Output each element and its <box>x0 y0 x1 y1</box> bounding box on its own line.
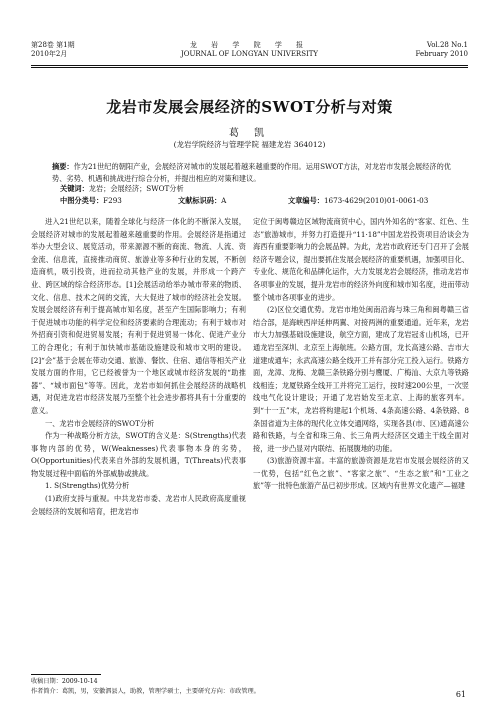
clc-label: 中图分类号： <box>60 196 104 205</box>
header-journal-en: JOURNAL OF LONGYAN UNIVERSITY <box>180 50 319 58</box>
keywords-label: 关键词： <box>60 184 89 193</box>
header-date: 2010年2月 <box>31 50 68 58</box>
left-column <box>31 216 246 518</box>
footnote-rule <box>31 674 101 675</box>
paper-title: 龙岩市发展会展经济的SWOT分析与对策 <box>106 98 393 116</box>
doc-label: 文献标识码： <box>178 196 222 205</box>
section-heading: 一、龙岩市会展经济的SWOT分析 <box>45 418 155 428</box>
header-rule-thin <box>31 67 468 68</box>
paragraph: 进入21世纪以来，随着全球化与经济一体化的不断深入发展，会展经济对城市的发展起着越来越重要的作用。会展经济是指通过举办大型会议、展览活动，带来源源不断的商流、物流、人流、资金流、信息流，直接推动商贸、旅游业等多种行业的发展，不断创造商机，吸引投资，进而拉动其他产业的发展，并形成一个跨产业、跨区域的综合经济形态。[1]会展活动给举办城市带来的物质、文化、信息、技术之间的交流，大大促进了城市的经济社会发展。发展会展经济有利于提高城市知名度，甚至产生国际影响力；有利于促进城市功能的科学定位和经济要素的合理流动；有利于城市对外招商引资和促进贸易发展；有利于促进贸易一体化、促进产业分工的合理化；有利于加快城市基础设施建设和城市文明的建设。[2]“会”基于会展在带动交通、旅游、餐饮、住宿、通信等相关产业发展方面的作用，它已经被誉为一个地区或城市经济发展的“助推器”、“城市面包”等等。因此，龙岩市如何抓住会展经济的战略机遇，对促进龙岩市经济发展乃至整个社会进步都将具有十分重要的意义。 <box>31 217 246 415</box>
keywords-text: 龙岩；会展经济；SWOT分析 <box>88 184 184 193</box>
clc-value: F293 <box>103 196 122 205</box>
paragraph: (3)旅游资源丰富。丰富的旅游资源是龙岩市发展会展经济的又一优势，包括“红色之旅”、“客家之旅”、“生态之旅”和“工业之旅”等一批特色旅游产品已初步形成。区域内有世界文化遗产—福建 <box>253 456 469 491</box>
clc-number <box>60 196 122 206</box>
paragraph: 作为一种战略分析方法，SWOT的含义是：S(Strengths)代表事物内部的优势，W(Weaknesses)代表事物本身的劣势，O(Opportunities)代表来自外部的发展机遇，T(Threats)代表事物发展过程中面临的外部威胁或挑战。 <box>31 431 246 478</box>
header-volume-en: Vol.28 No.1 <box>426 41 468 49</box>
art-value: 1673-4629(2010)01-0061-03 <box>323 196 429 205</box>
footnote-author-bio: 作者简介：葛凯，男，安徽泗县人，助教，管理学硕士，主要研究方向：市政管理。 <box>31 688 260 695</box>
page-number: 61 <box>455 690 466 699</box>
keywords <box>60 184 451 194</box>
paper-author: 葛 凯 <box>228 128 271 139</box>
header-volume: 第28卷 第1期 <box>31 41 75 49</box>
header-right <box>416 41 468 59</box>
abstract-label: 摘要： <box>52 162 74 171</box>
abstract <box>52 161 451 184</box>
author-affiliation: (龙岩学院经济与管理学院 福建龙岩 364012) <box>173 140 326 149</box>
header-rule <box>31 65 468 66</box>
paragraph: (1)政府支持与重视。中共龙岩市委、龙岩市人民政府高度重视会展经济的发展和培育，把龙岩市 <box>31 494 246 516</box>
doc-value: A <box>221 196 227 205</box>
article-number <box>288 196 428 206</box>
doc-code <box>178 196 226 206</box>
header-date-en: February 2010 <box>415 50 468 58</box>
footnote-received: 收稿日期：2009-10-14 <box>31 678 98 685</box>
art-label: 文章编号： <box>288 196 324 205</box>
header-journal-cn: 龙 岩 学 院 学 报 <box>189 41 310 49</box>
subsection-heading: 1. S(Strengths)优势分析 <box>45 481 130 491</box>
paragraph: 定位于闽粤赣边区域物流商贸中心，国内外知名的“客家、红色、生态”旅游城市，并努力打造提升“11·18”中国龙岩投资项目洽谈会为海西有重要影响力的会展品牌。为此，龙岩市政府还专门召开了会展经济专题会议，提出要抓住发展会展经济的重要机遇，加强项目化、专业化、规范化和品牌化运作，大力发展龙岩会展经济，推动龙岩市各项事业的发展，提升龙岩市的经济外向度和城市知名度，进而带动整个城市各项事业的进步。 <box>253 217 469 302</box>
abstract-text: 作为21世纪的朝阳产业，会展经济对城市的发展起着越来越重要的作用。运用SWOT方法，对龙岩市发展会展经济的优势、劣势、机遇和挑战进行综合分析，并提出相应的对策和建议。 <box>52 162 451 183</box>
paragraph: (2)区位交通优势。龙岩市地处闽南沿海与珠三角和闽粤赣三省结合部，是海峡西岸延伸两翼、对接两洲的重要通道。近年来，龙岩市大力加强基础设施建设，航空方面，建成了龙岩冠豸山机场，已开通龙岩至深圳、北京至上海航班。公路方面，龙长高速公路、吉市大道建成通车；永武高速公路全线开工并有部分完工投入运行。铁路方面，龙漳、龙梅、龙赣三条铁路分别与鹰厦、广梅汕、大京九等铁路线相连；龙厦铁路全线开工并将完工运行，按时速200公里，一次竖线电气化设计建设；开通了龙岩始发至北京、上海的旅客列车。到“十一五”末，龙岩将构建起1个机场、4条高速公路、4条铁路、8条国省道为主体的现代化立体交通网络，实现各县(市、区)通高速公路和铁路，与全省和珠三角、长三角两大经济区交通主干线全面对接，进一步凸显对内联结、拓展腹地的功能。 <box>253 305 469 453</box>
right-column <box>253 216 469 493</box>
